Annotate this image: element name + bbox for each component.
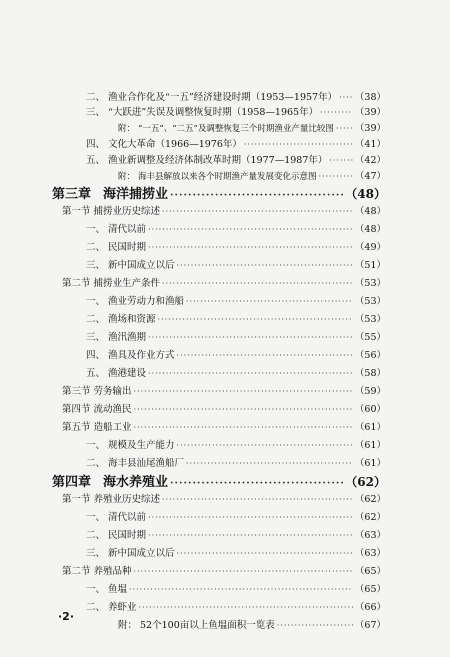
toc-leader-dots: [129, 584, 353, 596]
toc-chapter-4: [52, 475, 386, 491]
toc-number: 二、: [86, 602, 106, 613]
toc-row-25: [86, 512, 386, 524]
toc-row-1: [86, 92, 386, 104]
toc-title: 捕捞业历史综述: [93, 206, 161, 217]
toc-page-ref: （55）: [354, 332, 386, 343]
toc-page-ref: （48）: [345, 187, 386, 201]
toc-number: 五、: [86, 368, 106, 379]
toc-page-ref: （53）: [354, 296, 386, 307]
toc-page-ref: （59）: [354, 386, 386, 397]
toc-title: 劳务输出: [93, 386, 132, 397]
toc-number: 附：: [118, 620, 138, 631]
toc-page-ref: （51）: [354, 260, 386, 271]
toc-page-ref: （61）: [354, 422, 386, 433]
toc-title: 渔具及作业方式: [108, 350, 175, 361]
toc-title: 新中国成立以后: [108, 548, 175, 559]
toc-row-24: [62, 494, 386, 506]
toc-title: 渔场和资源: [108, 314, 156, 325]
toc-row-15: [86, 332, 386, 344]
toc-row-3: [118, 123, 386, 135]
toc-page-ref: （63）: [354, 530, 386, 541]
toc-row-27: [86, 548, 386, 560]
page-number: ·2·: [58, 610, 75, 623]
toc-leader-dots: [177, 260, 353, 272]
toc-page-ref: （47）: [354, 171, 386, 182]
toc-title: 养虾业: [108, 602, 137, 613]
toc-number: 四、: [86, 350, 106, 361]
toc-number: 一、: [86, 296, 106, 307]
toc-page-ref: （61）: [354, 458, 386, 469]
toc-row-2: [86, 107, 386, 119]
toc-leader-dots: [170, 188, 343, 203]
toc-page-ref: （39）: [354, 123, 386, 134]
toc-number: 附：: [118, 172, 136, 182]
toc-page-ref: （48）: [354, 206, 386, 217]
toc-title: 渔业合作化及“一五”经济建设时期（1953—1957年）: [108, 92, 338, 103]
toc-number: 三、: [86, 107, 106, 118]
toc-page-ref: （62）: [354, 494, 386, 505]
toc-title: 海丰县解放以来各个时期渔产量发展变化示意图: [138, 172, 317, 182]
toc-title: 52个100亩以上鱼塭面积一览表: [140, 620, 275, 631]
toc-leader-dots: [134, 422, 353, 434]
toc-leader-dots: [162, 206, 353, 218]
toc-page-ref: （60）: [354, 404, 386, 415]
toc-leader-dots: [177, 350, 353, 362]
toc-number: 四、: [86, 139, 106, 150]
toc-page-ref: （58）: [354, 368, 386, 379]
toc-page-ref: （38）: [354, 92, 386, 103]
toc-section-number: 第四节: [62, 404, 91, 415]
toc-chapter-title: 海水养殖业: [103, 475, 169, 490]
toc-title: 海丰县汕尾渔船厂: [108, 458, 185, 469]
toc-row-6: [118, 171, 386, 183]
toc-leader-dots: [244, 139, 353, 151]
toc-row-10: [86, 242, 386, 254]
toc-number: 三、: [86, 332, 106, 343]
toc-row-11: [86, 260, 386, 272]
toc-page-ref: （66）: [354, 602, 386, 613]
toc-title: “大跃进”失误及调整恢复时期（1958—1965年）: [108, 107, 319, 118]
toc-page-ref: （53）: [354, 278, 386, 289]
toc-title: 鱼塭: [108, 584, 128, 595]
toc-title: 流动渔民: [93, 404, 132, 415]
toc-section-number: 第一节: [62, 494, 91, 505]
toc-leader-dots: [186, 296, 353, 308]
toc-number: 二、: [86, 92, 106, 103]
toc-chapter-title: 海洋捕捞业: [103, 187, 169, 202]
toc-page-ref: （63）: [354, 548, 386, 559]
toc-page-ref: （62）: [354, 512, 386, 523]
toc-title: 规模及生产能力: [108, 440, 175, 451]
toc-leader-dots: [319, 171, 353, 183]
toc-row-26: [86, 530, 386, 542]
toc-page-ref: （42）: [354, 155, 386, 166]
toc-row-17: [86, 368, 386, 380]
toc-title: 清代以前: [108, 224, 147, 235]
toc-leader-dots: [148, 242, 353, 254]
toc-number: 一、: [86, 512, 106, 523]
toc-leader-dots: [139, 602, 353, 614]
toc-row-14: [86, 314, 386, 326]
toc-row-18: [62, 386, 386, 398]
toc-page-ref: （39）: [354, 107, 386, 118]
toc-leader-dots: [158, 314, 353, 326]
toc-title: 渔业新调整及经济体制改革时期（1977—1987年）: [108, 155, 328, 166]
toc-page-ref: （49）: [354, 242, 386, 253]
toc-number: 三、: [86, 548, 106, 559]
toc-title: 养殖业历史综述: [93, 494, 161, 505]
toc-leader-dots: [320, 107, 353, 119]
toc-leader-dots: [148, 530, 353, 542]
toc-row-30: [86, 602, 386, 614]
toc-leader-dots: [336, 123, 353, 135]
toc-title: “一五”、“二五”及调整恢复三个时期渔业产量比较图: [138, 124, 334, 134]
toc-page-ref: （61）: [354, 440, 386, 451]
toc-leader-dots: [148, 512, 353, 524]
toc-leader-dots: [134, 404, 353, 416]
toc-leader-dots: [186, 458, 353, 470]
toc-title: 造船工业: [93, 422, 132, 433]
toc-leader-dots: [134, 566, 353, 578]
toc-number: 一、: [86, 584, 106, 595]
toc-section-number: 第一节: [62, 206, 91, 217]
toc-number: 一、: [86, 224, 106, 235]
toc-leader-dots: [148, 332, 353, 344]
toc-row-28: [62, 566, 386, 578]
toc-number: 二、: [86, 314, 106, 325]
toc-leader-dots: [329, 155, 353, 167]
toc-leader-dots: [148, 224, 353, 236]
toc-number: 二、: [86, 458, 106, 469]
toc-chapter-number: 第三章: [52, 187, 92, 202]
toc-section-number: 第五节: [62, 422, 91, 433]
toc-leader-dots: [339, 92, 353, 104]
toc-leader-dots: [177, 548, 353, 560]
toc-number: 五、: [86, 155, 106, 166]
toc-number: 二、: [86, 530, 106, 541]
toc-title: 民国时期: [108, 242, 147, 253]
toc-row-22: [86, 458, 386, 470]
toc-leader-dots: [170, 476, 343, 491]
toc-title: 渔汛渔期: [108, 332, 147, 343]
toc-leader-dots: [134, 386, 353, 398]
toc-row-12: [62, 278, 386, 290]
toc-title: 文化大革命（1966—1976年）: [108, 139, 242, 150]
toc-leader-dots: [177, 440, 353, 452]
toc-section-number: 第二节: [62, 278, 91, 289]
toc-title: 新中国成立以后: [108, 260, 175, 271]
toc-row-13: [86, 296, 386, 308]
toc-page-ref: （62）: [345, 475, 386, 489]
toc-title: 养殖品种: [93, 566, 132, 577]
toc-title: 渔业劳动力和渔船: [108, 296, 185, 307]
toc-chapter-number: 第四章: [52, 475, 92, 490]
toc-page-ref: （65）: [354, 566, 386, 577]
toc-page-ref: （53）: [354, 314, 386, 325]
toc-row-9: [86, 224, 386, 236]
toc-row-5: [86, 155, 386, 167]
toc-title: 民国时期: [108, 530, 147, 541]
toc-number: 三、: [86, 260, 106, 271]
toc-title: 渔港建设: [108, 368, 147, 379]
toc-row-19: [62, 404, 386, 416]
toc-leader-dots: [148, 368, 353, 380]
toc-row-29: [86, 584, 386, 596]
toc-title: 捕捞业生产条件: [93, 278, 161, 289]
toc-number: 二、: [86, 242, 106, 253]
toc-page-ref: （65）: [354, 584, 386, 595]
toc-row-8: [62, 206, 386, 218]
toc-row-21: [86, 440, 386, 452]
toc-number: 一、: [86, 440, 106, 451]
toc-leader-dots: [162, 278, 353, 290]
toc-page-ref: （41）: [354, 139, 386, 150]
toc-title: 清代以前: [108, 512, 147, 523]
toc-row-4: [86, 139, 386, 151]
toc-row-20: [62, 422, 386, 434]
toc-leader-dots: [277, 620, 353, 632]
toc-section-number: 第三节: [62, 386, 91, 397]
toc-number: 附：: [118, 124, 136, 134]
toc-row-16: [86, 350, 386, 362]
toc-leader-dots: [162, 494, 353, 506]
toc-page-ref: （67）: [354, 620, 386, 631]
toc-row-31: [118, 620, 386, 632]
toc-chapter-3: [52, 187, 386, 203]
toc-section-number: 第二节: [62, 566, 91, 577]
toc-page-ref: （56）: [354, 350, 386, 361]
toc-page-ref: （48）: [354, 224, 386, 235]
